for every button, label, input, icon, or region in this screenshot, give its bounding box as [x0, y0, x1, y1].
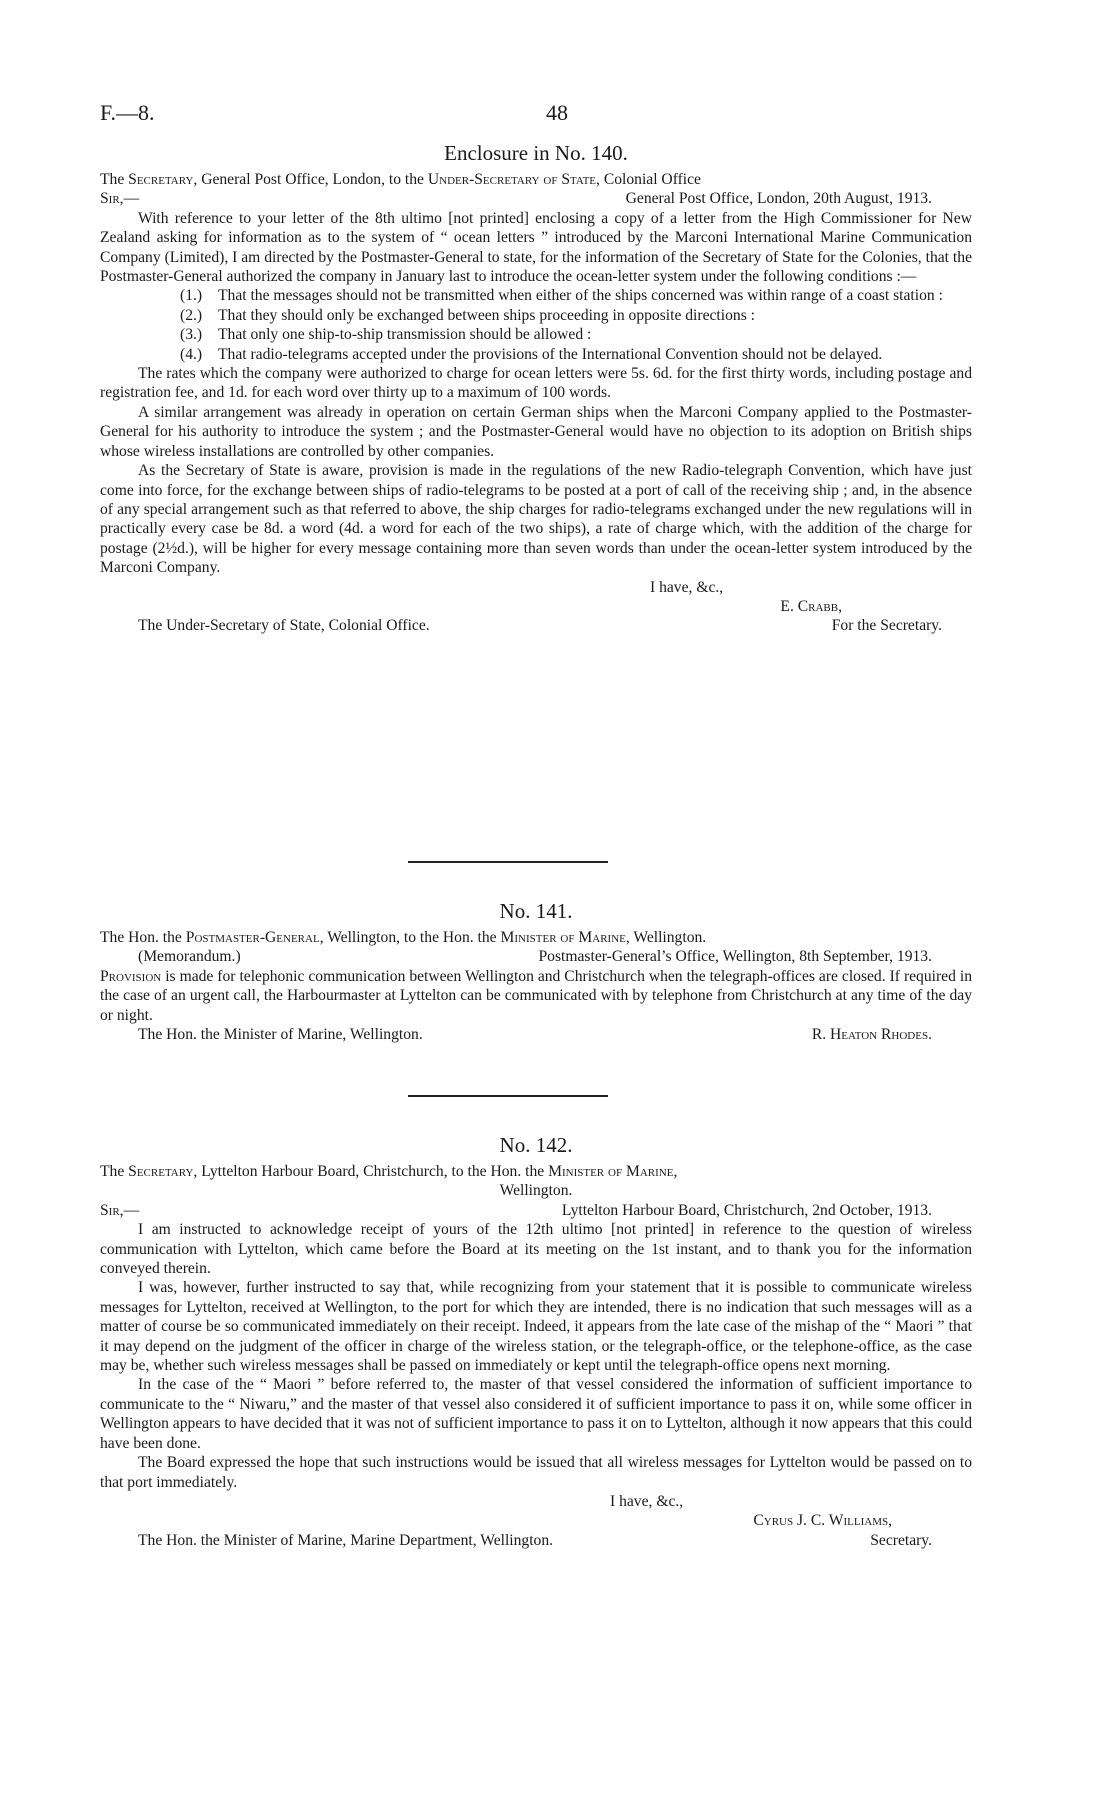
address-line [100, 170, 972, 189]
condition-text: That radio-telegrams accepted under the provisions of the International Convention should not be delayed. [218, 345, 883, 363]
paragraph: A similar arrangement was already in operation on certain German ships when the Marconi Company applied to the Postmaster-General for his authority to introduce the system ; and the Postmaster-General would have no objection to its adoption on British ships whose wireless installations are controlled by other companies. [100, 403, 972, 460]
to-role: Under-Secretary of State [427, 171, 597, 188]
condition-number: (4.) [180, 345, 203, 363]
sign-off-row [100, 616, 972, 635]
sign-off-row [100, 1025, 972, 1044]
from-mid: , General Post Office, London, to the [193, 171, 424, 188]
page-number: 48 [546, 100, 568, 125]
from-role: Secretary [128, 1163, 194, 1180]
section-title: No. 141. [499, 899, 573, 923]
condition-number: (2.) [180, 306, 203, 324]
signer: E. Crabb, [780, 597, 842, 615]
paragraph [100, 967, 972, 1025]
from-mid: , Lyttelton Harbour Board, Christchurch, to the Hon. the [193, 1163, 545, 1180]
from-role: Postmaster-General [185, 929, 320, 946]
from-role: Secretary [128, 171, 194, 188]
address-line [100, 1162, 972, 1181]
condition-number: (1.) [180, 287, 203, 305]
condition-item [100, 286, 972, 305]
paragraph-lead: Provision [100, 967, 162, 985]
from-prefix: The [100, 1163, 125, 1180]
paragraph-text: is made for telephonic communication between Wellington and Christchurch when the telegraph-offices are closed. If required in the case of an urgent call, the Harbourmaster at Lyttelton can be communicated with by telephone from Christchurch at any time of the day or night. [100, 967, 972, 1024]
to-suffix: , [673, 1163, 678, 1180]
to-suffix: , Colonial Office [596, 171, 701, 188]
condition-text: That they should only be exchanged between ships proceeding in opposite directions : [218, 306, 755, 324]
address-line-2: Wellington. [499, 1182, 573, 1200]
address-line [100, 928, 972, 947]
signer: Cyrus J. C. Williams, [753, 1512, 892, 1530]
no-141-section [100, 898, 972, 1044]
from-prefix: The [100, 171, 125, 188]
paragraph: I was, however, further instructed to say that, while recognizing from your statement that it is possible to communicate wireless messages for Lyttelton, received at Wellington, to the port for which they are intended, there is no indication that such messages will as a matter of course be so communicated immediately on their receipt. Indeed, it appears from the late case of the mishap of the “ Maori ” that it may depend on the judgment of the officer in charge of the wireless station, or the telegraph-office, or the telephone-office, as the case may be, whether such wireless messages shall be passed on immediately or kept until the telegraph-office opens next morning. [100, 1279, 972, 1375]
addressee: The Hon. the Minister of Marine, Wellington. [138, 1026, 423, 1044]
sign-off-row [100, 1531, 972, 1550]
salutation-row [100, 1201, 972, 1220]
memo-label: (Memorandum.) [138, 948, 241, 966]
signer-role: For the Secretary. [831, 617, 942, 635]
signer-role: Secretary. [870, 1531, 932, 1549]
to-role: Minister of Marine [500, 929, 626, 946]
from-mid: , Wellington, to the Hon. the [319, 929, 497, 946]
paragraph: I am instructed to acknowledge receipt of yours of the 12th ultimo [not printed] in reference to the question of wireless communication with Lyttelton, which came before the Board at its meeting on the 1st instant, and to thank you for the information conveyed therein. [100, 1221, 972, 1278]
condition-item [100, 345, 972, 364]
to-role: Minister of Marine [548, 1163, 674, 1180]
condition-text: That the messages should not be transmitted when either of the ships concerned was within range of a coast station : [218, 287, 943, 305]
closing: I have, &c., [610, 1492, 684, 1510]
memo-row [100, 947, 972, 966]
addressee: The Hon. the Minister of Marine, Marine Department, Wellington. [138, 1531, 554, 1549]
closing: I have, &c., [650, 578, 724, 596]
condition-item [100, 306, 972, 325]
to-suffix: , Wellington. [625, 929, 707, 946]
section-title: Enclosure in No. 140. [444, 141, 628, 165]
condition-number: (3.) [180, 326, 203, 344]
no-142-section [100, 1132, 972, 1550]
section-divider [408, 861, 608, 863]
parliamentary-paper-ref: F.—8. [100, 100, 155, 125]
paragraph: As the Secretary of State is aware, provision is made in the regulations of the new Radio-telegraph Convention, which have just come into force, for the exchange between ships of radio-telegrams to be posted at a port of call of the receiving ship ; and, in the absence of any special arrangement such as that referred to above, the ship charges for radio-telegrams exchanged under the new regulations will in practically every case be 8d. a word (4d. a word for each of the two ships), a rate of charge which, with the addition of the charge for postage (2½d.), will be higher for every message containing more than seven words than under the ocean-letter system introduced by the Marconi Company. [100, 462, 972, 577]
paragraph: The Board expressed the hope that such instructions would be issued that all wireless messages for Lyttelton would be passed on to that port immediately. [100, 1454, 972, 1491]
condition-text: That only one ship-to-ship transmission should be allowed : [218, 326, 592, 344]
enclosure-140-section [100, 140, 972, 636]
dateline: Postmaster-General’s Office, Wellington, 8th September, 1913. [538, 948, 932, 966]
dateline: General Post Office, London, 20th August, 1913. [625, 190, 932, 208]
from-prefix: The Hon. the [100, 929, 182, 946]
section-title: No. 142. [499, 1133, 573, 1157]
salutation: Sir,— [100, 190, 140, 208]
dateline: Lyttelton Harbour Board, Christchurch, 2nd October, 1913. [561, 1201, 932, 1219]
addressee: The Under-Secretary of State, Colonial Office. [138, 617, 430, 635]
salutation-row [100, 189, 972, 208]
paragraph: In the case of the “ Maori ” before referred to, the master of that vessel considered the information of sufficient importance to communicate to the “ Niwaru,” and the master of that vessel also considered it of sufficient importance to pass it on, while some officer in Wellington appears to have decided that it was not of sufficient importance to pass it on to Lyttelton, although it now appears that this could have been done. [100, 1376, 972, 1452]
section-divider [408, 1095, 608, 1097]
salutation: Sir,— [100, 1201, 140, 1219]
paragraph: The rates which the company were authorized to charge for ocean letters were 5s. 6d. for the first thirty words, including postage and registration fee, and 1d. for each word over thirty up to a maximum of 100 words. [100, 365, 972, 402]
signer: R. Heaton Rhodes. [811, 1026, 932, 1044]
condition-item [100, 325, 972, 344]
paragraph: With reference to your letter of the 8th ultimo [not printed] enclosing a copy of a letter from the High Commissioner for New Zealand asking for information as to the system of “ ocean letters ” introduced by the Marconi International Marine Communication Company (Limited), I am directed by the Postmaster-General to state, for the information of the Secretary of State for the Colonies, that the Postmaster-General authorized the company in January last to introduce the ocean-letter system under the following conditions :— [100, 209, 972, 286]
